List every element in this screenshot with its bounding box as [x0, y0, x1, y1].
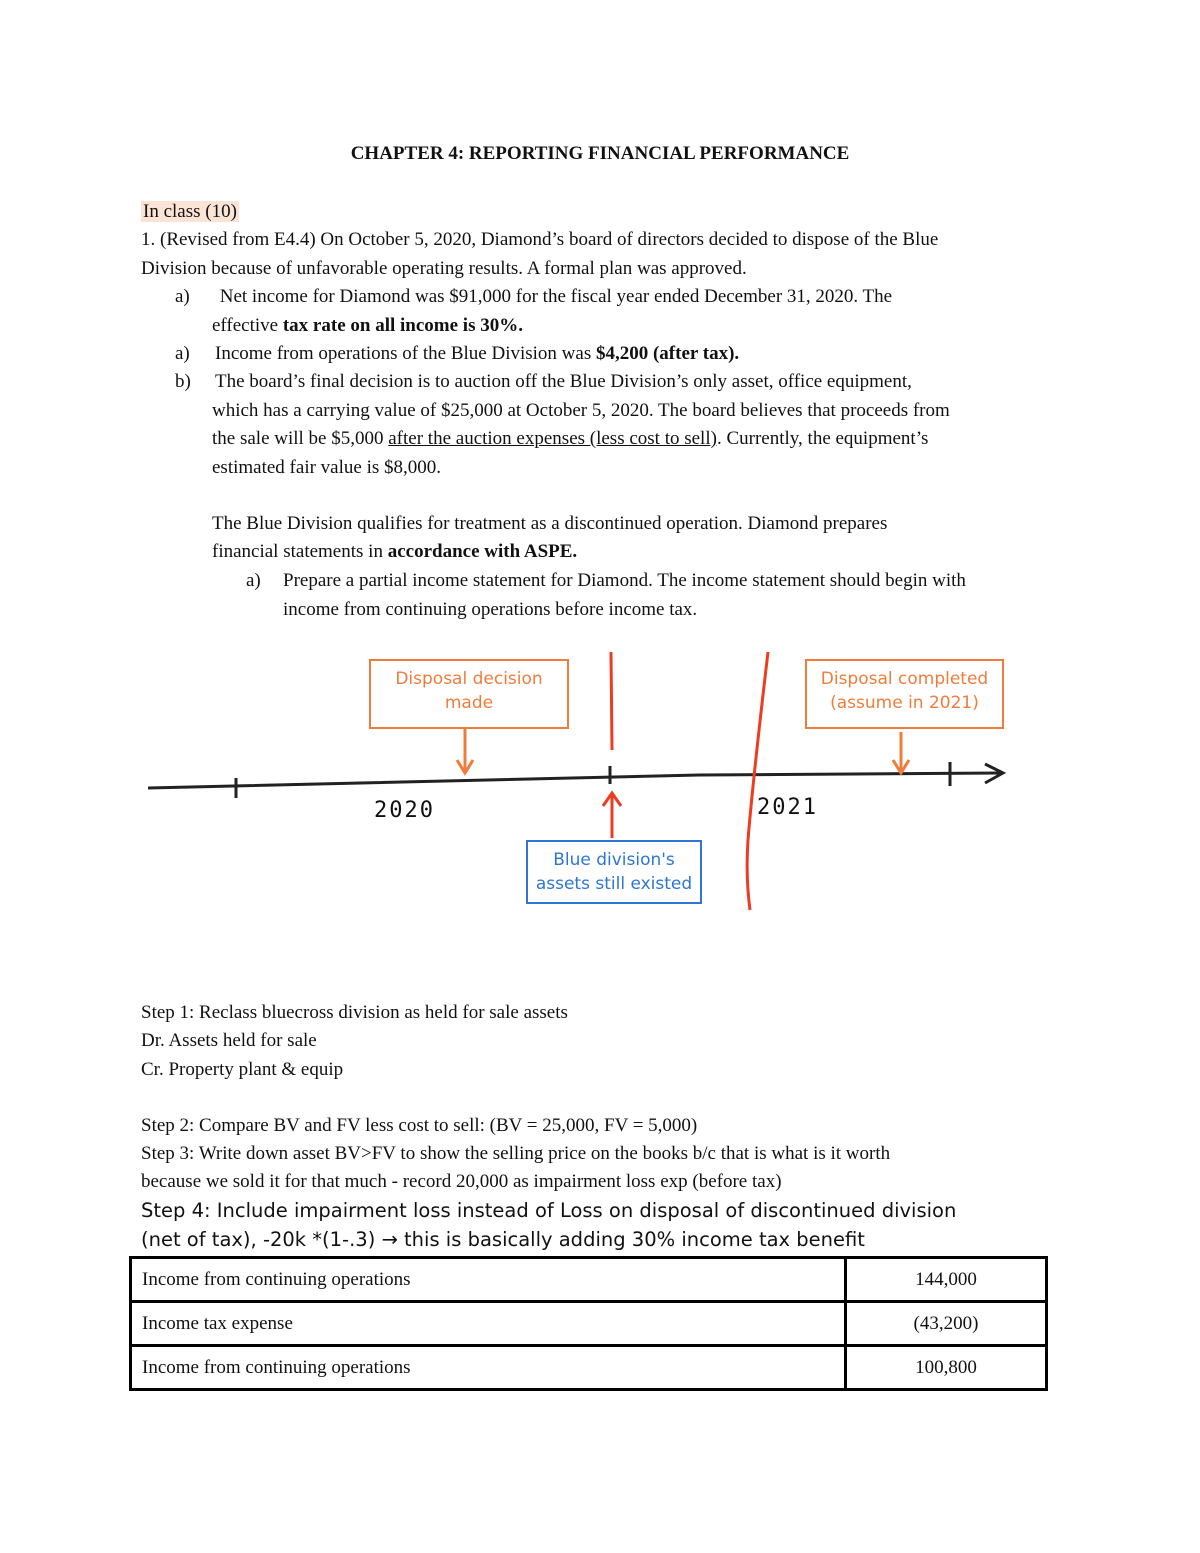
paragraph-line-1: The Blue Division qualifies for treatment as a discontinued operation. Diamond prepares — [212, 513, 888, 534]
journal-debit: Dr. Assets held for sale — [141, 1030, 317, 1051]
box-line: made — [444, 693, 494, 713]
box-line: Blue division's — [553, 850, 675, 870]
text: Income from operations of the Blue Division was — [215, 343, 596, 364]
underlined-text: after the auction expenses (less cost to sell) — [388, 428, 717, 449]
timeline-axis — [148, 773, 1000, 788]
section-label — [141, 198, 239, 226]
list-item-net-income — [175, 283, 892, 311]
list-marker: a) — [246, 570, 261, 591]
income-statement-table — [129, 1256, 1048, 1391]
row-value: 144,000 — [846, 1258, 1047, 1302]
bold-text: accordance with ASPE. — [387, 541, 578, 562]
problem-intro-line-1: 1. (Revised from E4.4) On October 5, 2020, Diamond’s board of directors decided to dispose of the Blue — [141, 229, 939, 250]
list-item-board-decision-line-3 — [212, 425, 928, 453]
table-row — [131, 1258, 1047, 1302]
bold-text: tax rate on all income is 30%. — [282, 315, 523, 336]
box-line: Disposal completed — [820, 669, 989, 689]
journal-credit: Cr. Property plant & equip — [141, 1059, 344, 1080]
box-line: Disposal decision — [395, 669, 543, 689]
row-value: (43,200) — [846, 1302, 1047, 1346]
step-1: Step 1: Reclass bluecross division as held for sale assets — [141, 1002, 568, 1023]
step-4-line-1: Step 4: Include impairment loss instead of Loss on disposal of discontinued division — [141, 1199, 957, 1222]
list-item-board-decision-line-4: estimated fair value is $8,000. — [212, 457, 441, 478]
assets-existed-box — [526, 840, 702, 904]
task-item — [246, 567, 966, 595]
list-item-board-decision-line-2: which has a carrying value of $25,000 at October 5, 2020. The board believes that proceeds from — [212, 400, 950, 421]
row-label: Income from continuing operations — [131, 1258, 846, 1302]
task-item-line-2: income from continuing operations before income tax. — [283, 599, 698, 620]
text: . Currently, the equipment’s — [716, 428, 929, 449]
list-item-blue-income — [175, 340, 739, 368]
step-4-line-2: (net of tax), -20k *(1-.3) → this is basically adding 30% income tax benefit — [141, 1228, 865, 1251]
page-title: CHAPTER 4: REPORTING FINANCIAL PERFORMANCE — [350, 143, 850, 164]
row-value: 100,800 — [846, 1346, 1047, 1390]
list-item-board-decision — [175, 368, 912, 396]
section-label-text: In class (10) — [143, 201, 237, 222]
disposal-completed-box — [805, 659, 1004, 729]
list-item-text: Net income for Diamond was $91,000 for the fiscal year ended December 31, 2020. The — [215, 286, 893, 307]
list-marker: a) — [175, 343, 190, 364]
bold-text: $4,200 (after tax). — [595, 343, 740, 364]
task-text: Prepare a partial income statement for Diamond. The income statement should begin with — [283, 570, 966, 591]
text: effective — [212, 315, 283, 336]
step-3-line-2: because we sold it for that much - record 20,000 as impairment loss exp (before tax) — [141, 1171, 782, 1192]
text: financial statements in — [212, 541, 388, 562]
row-label: Income tax expense — [131, 1302, 846, 1346]
text: the sale will be $5,000 — [212, 428, 389, 449]
box-line: assets still existed — [535, 874, 693, 894]
table-row — [131, 1302, 1047, 1346]
step-2: Step 2: Compare BV and FV less cost to sell: (BV = 25,000, FV = 5,000) — [141, 1115, 698, 1136]
step-3-line-1: Step 3: Write down asset BV>FV to show the selling price on the books b/c that is what is it worth — [141, 1143, 891, 1164]
table-row — [131, 1346, 1047, 1390]
list-item-text: The board’s final decision is to auction off the Blue Division’s only asset, office equipment, — [215, 371, 912, 392]
list-marker: a) — [175, 286, 190, 307]
timeline-diagram — [0, 640, 1200, 970]
list-item-net-income-cont — [212, 312, 523, 340]
paragraph-line-2 — [212, 538, 577, 566]
box-line: (assume in 2021) — [830, 693, 979, 713]
disposal-decision-box — [369, 659, 569, 729]
year-label-2021: 2021 — [757, 795, 818, 820]
list-marker: b) — [175, 371, 191, 392]
fiscal-divider — [747, 652, 768, 910]
year-end-divider — [611, 652, 612, 750]
year-label-2020: 2020 — [374, 798, 435, 823]
problem-intro-line-2: Division because of unfavorable operating results. A formal plan was approved. — [141, 258, 747, 279]
row-label: Income from continuing operations — [131, 1346, 846, 1390]
